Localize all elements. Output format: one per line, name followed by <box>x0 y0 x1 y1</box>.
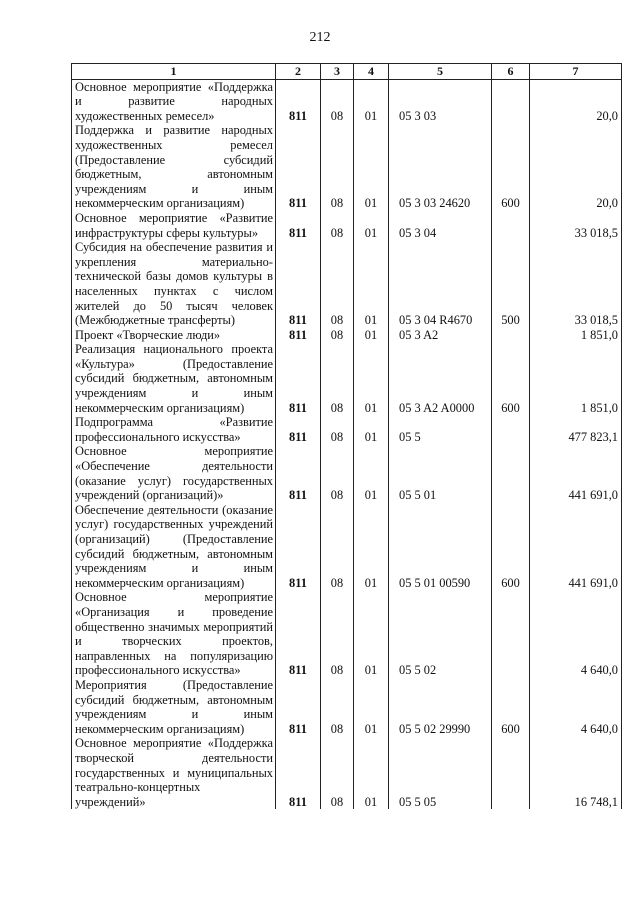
row-target-article: 05 5 02 <box>389 590 492 678</box>
row-name: Подпрограмма «Развитие профессионального искусства» <box>75 415 273 444</box>
row-name: Обеспечение деятельности (оказание услуг) государственных учреждений (организаций) (Предоставление субсидий бюджетным, автономным учреждениям и иным некоммерческим организациям) <box>75 502 273 590</box>
header-col-7: 7 <box>530 64 622 80</box>
row-target-article: 05 3 04 R4670 <box>389 240 492 328</box>
table-header <box>72 64 622 80</box>
row-name: Основное мероприятие «Поддержка творческой деятельности государственных и муниципальных театрально-концертных учреждений» <box>75 736 273 809</box>
row-name: Субсидия на обеспечение развития и укрепления материально-технической базы домов культуры в населенных пунктах с числом жителей до 50 тысяч человек (Межбюджетные трансферты) <box>75 240 273 328</box>
row-amount: 4 640,0 <box>530 678 622 736</box>
row-name-cell <box>72 328 276 343</box>
row-expense-type <box>492 328 530 343</box>
row-name: Реализация национального проекта «Культура» (Предоставление субсидий бюджетным, автономным учреждениям и иным некоммерческим организациям) <box>75 342 273 415</box>
row-subsection: 01 <box>354 123 389 211</box>
header-col-4: 4 <box>354 64 389 80</box>
table-row <box>72 79 622 123</box>
row-name-cell <box>72 503 276 591</box>
row-expense-type: 600 <box>492 503 530 591</box>
row-target-article: 05 5 05 <box>389 736 492 809</box>
row-grbs: 811 <box>276 328 321 343</box>
table-row <box>72 342 622 415</box>
row-target-article: 05 3 A2 <box>389 328 492 343</box>
table-row <box>72 590 622 678</box>
row-name-cell <box>72 736 276 809</box>
row-expense-type <box>492 79 530 123</box>
row-name-cell <box>72 123 276 211</box>
row-expense-type: 600 <box>492 342 530 415</box>
row-name-cell <box>72 678 276 736</box>
header-row <box>72 64 622 80</box>
row-section: 08 <box>321 328 354 343</box>
row-grbs: 811 <box>276 211 321 240</box>
row-expense-type <box>492 415 530 444</box>
row-subsection: 01 <box>354 211 389 240</box>
row-name-cell <box>72 211 276 240</box>
row-subsection: 01 <box>354 590 389 678</box>
row-name-cell <box>72 79 276 123</box>
row-section: 08 <box>321 678 354 736</box>
row-grbs: 811 <box>276 444 321 502</box>
row-grbs: 811 <box>276 678 321 736</box>
budget-table <box>71 63 622 809</box>
row-grbs: 811 <box>276 240 321 328</box>
row-grbs: 811 <box>276 736 321 809</box>
header-col-3: 3 <box>321 64 354 80</box>
row-amount: 33 018,5 <box>530 240 622 328</box>
row-section: 08 <box>321 211 354 240</box>
row-name-cell <box>72 415 276 444</box>
row-subsection: 01 <box>354 678 389 736</box>
row-name: Основное мероприятие «Обеспечение деятельности (оказание услуг) государственных учреждений (организаций)» <box>75 444 273 503</box>
row-subsection: 01 <box>354 503 389 591</box>
row-name: Проект «Творческие люди» <box>75 327 221 342</box>
row-target-article: 05 5 02 29990 <box>389 678 492 736</box>
row-grbs: 811 <box>276 503 321 591</box>
row-name: Основное мероприятие «Организация и проведение общественно значимых мероприятий и творческих проектов, направленных на популяризацию профессионального искусства» <box>75 590 273 678</box>
page-number: 212 <box>309 30 331 45</box>
row-name-cell <box>72 444 276 502</box>
row-subsection: 01 <box>354 240 389 328</box>
row-grbs: 811 <box>276 590 321 678</box>
row-section: 08 <box>321 503 354 591</box>
row-expense-type <box>492 211 530 240</box>
row-subsection: 01 <box>354 342 389 415</box>
table-row <box>72 444 622 502</box>
row-subsection: 01 <box>354 736 389 809</box>
row-amount: 16 748,1 <box>530 736 622 809</box>
row-target-article: 05 5 01 <box>389 444 492 502</box>
row-amount: 477 823,1 <box>530 415 622 444</box>
row-section: 08 <box>321 415 354 444</box>
row-section: 08 <box>321 240 354 328</box>
table-body <box>72 79 622 809</box>
row-name: Основное мероприятие «Поддержка и развитие народных художественных ремесел» <box>75 79 273 123</box>
table-row <box>72 415 622 444</box>
row-amount: 33 018,5 <box>530 211 622 240</box>
row-section: 08 <box>321 79 354 123</box>
row-name: Основное мероприятие «Развитие инфраструктуры сферы культуры» <box>75 210 273 240</box>
row-subsection: 01 <box>354 444 389 502</box>
header-col-2: 2 <box>276 64 321 80</box>
row-grbs: 811 <box>276 415 321 444</box>
row-expense-type: 600 <box>492 123 530 211</box>
row-name: Поддержка и развитие народных художественных ремесел (Предоставление субсидий бюджетным, автономным учреждениям и иным некоммерческим организациям) <box>75 123 273 211</box>
row-expense-type <box>492 736 530 809</box>
row-amount: 20,0 <box>530 123 622 211</box>
row-name-cell <box>72 240 276 328</box>
row-name-cell <box>72 590 276 678</box>
table-row <box>72 211 622 240</box>
row-amount: 1 851,0 <box>530 342 622 415</box>
row-grbs: 811 <box>276 342 321 415</box>
row-section: 08 <box>321 342 354 415</box>
row-expense-type: 500 <box>492 240 530 328</box>
row-section: 08 <box>321 590 354 678</box>
table-row <box>72 678 622 736</box>
row-amount: 4 640,0 <box>530 590 622 678</box>
row-section: 08 <box>321 123 354 211</box>
row-target-article: 05 3 04 <box>389 211 492 240</box>
table-row <box>72 736 622 809</box>
row-expense-type: 600 <box>492 678 530 736</box>
header-col-6: 6 <box>492 64 530 80</box>
row-grbs: 811 <box>276 123 321 211</box>
row-amount: 441 691,0 <box>530 444 622 502</box>
header-col-1: 1 <box>72 64 276 80</box>
row-subsection: 01 <box>354 415 389 444</box>
row-target-article: 05 5 <box>389 415 492 444</box>
table-row <box>72 503 622 591</box>
row-name: Мероприятия (Предоставление субсидий бюджетным, автономным учреждениям и иным некоммерческим организациям) <box>75 677 273 736</box>
table-row <box>72 123 622 211</box>
row-target-article: 05 3 03 <box>389 79 492 123</box>
row-amount: 441 691,0 <box>530 503 622 591</box>
row-target-article: 05 5 01 00590 <box>389 503 492 591</box>
row-amount: 20,0 <box>530 79 622 123</box>
row-expense-type <box>492 444 530 502</box>
table-row <box>72 328 622 343</box>
row-grbs: 811 <box>276 79 321 123</box>
row-expense-type <box>492 590 530 678</box>
row-target-article: 05 3 A2 A0000 <box>389 342 492 415</box>
row-name-cell <box>72 342 276 415</box>
row-subsection: 01 <box>354 79 389 123</box>
row-section: 08 <box>321 444 354 502</box>
row-amount: 1 851,0 <box>530 328 622 343</box>
row-subsection: 01 <box>354 328 389 343</box>
row-section: 08 <box>321 736 354 809</box>
table-row <box>72 240 622 328</box>
row-target-article: 05 3 03 24620 <box>389 123 492 211</box>
header-col-5: 5 <box>389 64 492 80</box>
